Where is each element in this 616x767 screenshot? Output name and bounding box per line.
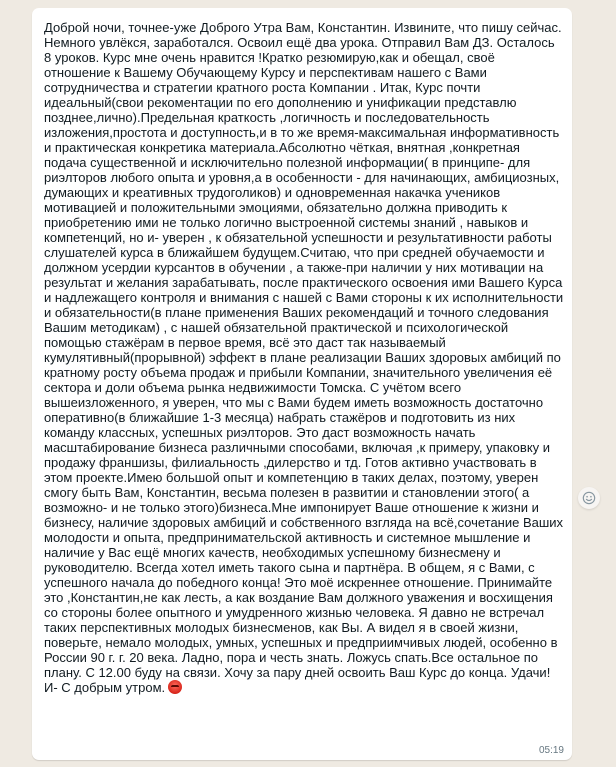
message-timestamp: 05:19 [538, 745, 564, 756]
message-body: Доброй ночи, точнее-уже Доброго Утра Вам, Константин. Извините, что пишу сейчас. Немного увлёкся, заработался. Освоил ещё два урока. Отправил Вам ДЗ. Осталось 8 уроков. Курс мне очень нравится !Кратко резюмирую,как и обещал, своё отношение к Вашему Обучающему Курсу и перспективам нашего с Вами сотрудничества и стратегии кратного роста Компании . Итак, Курс почти идеальный(свои рекоментации по его дополнению и унификации представлю позднее,лично).Предельная краткость ,логичность и последовательность изложения,простота и доступность,и в то же время-максимальная информативность и практическая конкретика материала.Абсолютно чёткая, внятная ,конкретная подача существенной и исключительно полезной информации( в принципе- для риэлторов любого опыта и уровня,а в особенности - для начинающих, амбициозных, думающих и креативных трудоголиков) и одновременная накачка учеников мотивацией и положительными эмоциями, обязательно должна приводить к приобретению ими не только логично выстроенной системы знаний , навыков и компетенций, но и- уверен , к обязательной успешности и результативности работы слушателей курса в ближайшем будущем.Считаю, что при средней обучаемости и должном усердии курсантов в обучении , а также-при наличии у них мотивации на результат и желания зарабатывать, после практического освоения ими Вашего Курса и надлежащего контроля и внимания с нашей с Вами стороны к их исполнительности и обязательности(в плане применения Ваших рекомендаций и точного следования Вашим методикам) , с нашей обязательной практической и психологической помощью стажёрам в первое время, всё это даст так называемый кумулятивный(прорывной) эффект в плане реализации Ваших здоровых амбиций по кратному росту объема продаж и прибыли Компании, значительного увеличения её сектора и доли объема рынка недвижимости Томска. С учётом всего вышеизложенного, я уверен, что мы с Вами будем иметь возможность достаточно оперативно(в ближайшие 1-3 месяца) набрать стажёров и подготовить из них команду классных, успешных риэлторов. Это даст возможность начать масштабирование бизнеса различными способами, включая ,к примеру, упаковку и продажу франшизы, филиальность ,дилерство и тд. Готов активно участвовать в этом проекте.Имею большой опыт и компетенцию в таких делах, поэтому, уверен смогу быть Вам, Константин, весьма полезен в развитии и становлении этого( а возможно- и не только этого)бизнеса.Мне импонирует Ваше отношение к жизни и бизнесу, наличие здоровых амбиций и собственного взгляда на всё,сочетание Ваших молодости и опыта, предпринимательской активность и системное мышление и наличие у Вас ещё многих качеств, необходимых успешному бизнесмену и руководителю. Всегда хотел иметь такого сына и партнёра. В общем, я с Вами, с успешного начала до победного конца! Это моё искреннее отношение. Принимайте это ,Константин,не как лесть, а как воздание Вам должного уважения и восхищения со стороны более опытного и умудренного жизнью человека. Я давно не встречал таких перспективных молодых бизнесменов, как Вы. А видел я в своей жизни, поверьте, немало молодых, умных, успешных и предприимчивых людей, особенно в России 90 г. г. 20 века. Ладно, пора и честь знать. Ложусь спать.Все остальное по плану. С 12.00 буду на связи. Хочу за пару дней освоить Ваш Курс до конца. Удачи! И- С добрым утром. [44, 20, 564, 695]
reaction-button[interactable] [578, 487, 600, 509]
message-text [44, 20, 564, 695]
message-bubble[interactable] [32, 8, 572, 760]
smiley-face-icon [582, 491, 596, 505]
face-emoji-icon [168, 680, 182, 694]
